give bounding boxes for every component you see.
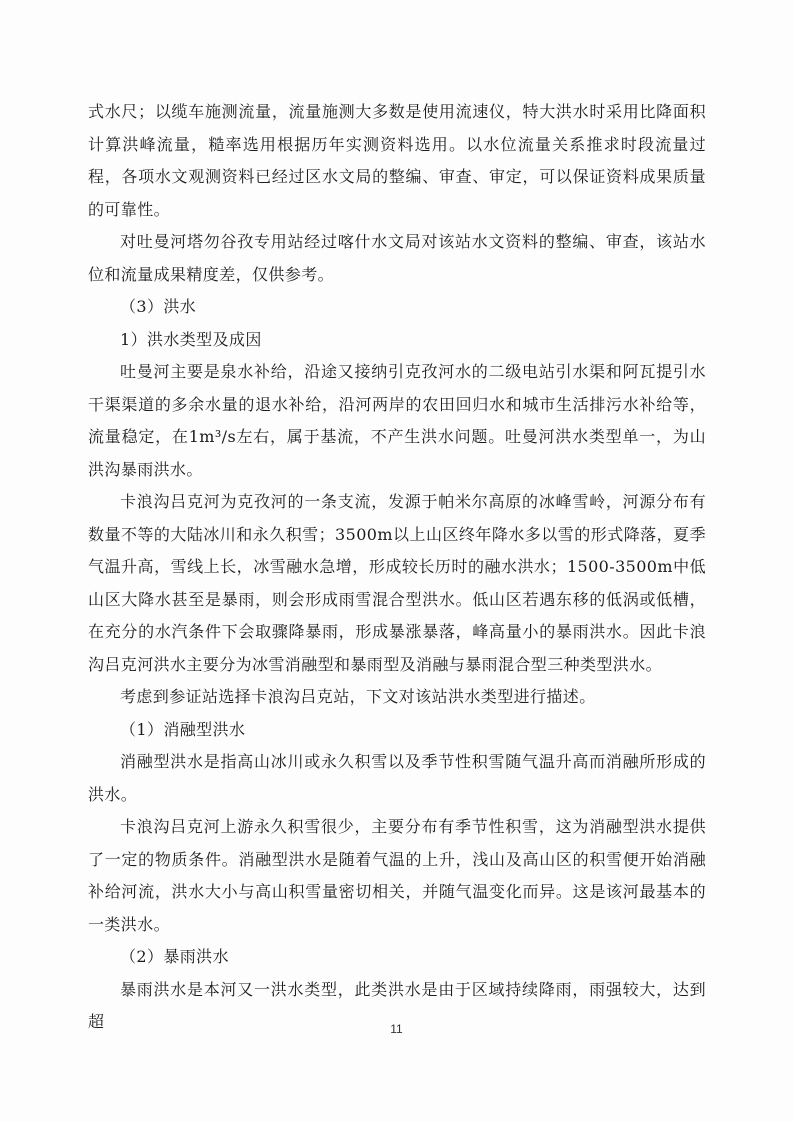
subsection-heading-flood-types: 1）洪水类型及成因 — [120, 329, 262, 349]
page-body — [88, 96, 706, 1039]
paragraph-snowmelt-definition: 消融型洪水是指高山冰川或永久积雪以及季节性积雪随气温升高而消融所形成的洪水。 — [88, 752, 706, 804]
paragraph-tuman-station: 对吐曼河塔勿谷孜专用站经过喀什水文局对该站水文资料的整编、审查，该站水位和流量成果精度差，仅供参考。 — [88, 232, 706, 284]
heading-rainstorm-flood: （2）暴雨洪水 — [120, 947, 229, 966]
paragraph-flow-measurement: 式水尺；以缆车施测流量，流量施测大多数是使用流速仪，特大洪水时采用比降面积计算洪峰流量，糙率选用根据历年实测资料选用。以水位流量关系推求时段流量过程，各项水文观测资料已经过区水文局的整编、审查、审定，可以保证资料成果质量的可靠性。 — [88, 102, 706, 219]
paragraph-snowmelt-description: 卡浪沟吕克河上游永久积雪很少，主要分布有季节性积雪，这为消融型洪水提供了一定的物质条件。消融型洪水是随着气温的上升，浅山及高山区的积雪便开始消融补给河流，洪水大小与高山积雪量密切相关，并随气温变化而异。这是该河最基本的一类洪水。 — [88, 817, 706, 934]
heading-snowmelt-flood: （1）消融型洪水 — [120, 719, 246, 739]
paragraph-reference-station: 考虑到参证站选择卡浪沟吕克站，下文对该站洪水类型进行描述。 — [120, 687, 596, 706]
section-heading-flood: （3）洪水 — [120, 297, 197, 316]
paragraph-rainstorm-description: 暴雨洪水是本河又一洪水类型，此类洪水是由于区域持续降雨，雨强较大，达到超 — [88, 979, 706, 1031]
paragraph-tuman-supply: 吐曼河主要是泉水补给，沿途又接纳引克孜河水的二级电站引水渠和阿瓦提引水干渠渠道的多余水量的退水补给，沿河两岸的农田回归水和城市生活排污水补给等，流量稳定，在1m³/s左右，属于基流，不产生洪水问题。吐曼河洪水类型单一，为山洪沟暴雨洪水。 — [88, 362, 706, 479]
paragraph-kalanggou-origin: 卡浪沟吕克河为克孜河的一条支流，发源于帕米尔高原的冰峰雪岭，河源分布有数量不等的大陆冰川和永久积雪；3500m以上山区终年降水多以雪的形式降落，夏季气温升高，雪线上长，冰雪融水急增，形成较长历时的融水洪水；1500-3500m中低山区大降水甚至是暴雨，则会形成雨雪混合型洪水。低山区若遇东移的低涡或低槽，在充分的水汽条件下会取骤降暴雨，形成暴涨暴落，峰高量小的暴雨洪水。因此卡浪沟吕克河洪水主要分为冰雪消融型和暴雨型及消融与暴雨混合型三种类型洪水。 — [88, 492, 706, 674]
page-number: 11 — [390, 1022, 403, 1036]
